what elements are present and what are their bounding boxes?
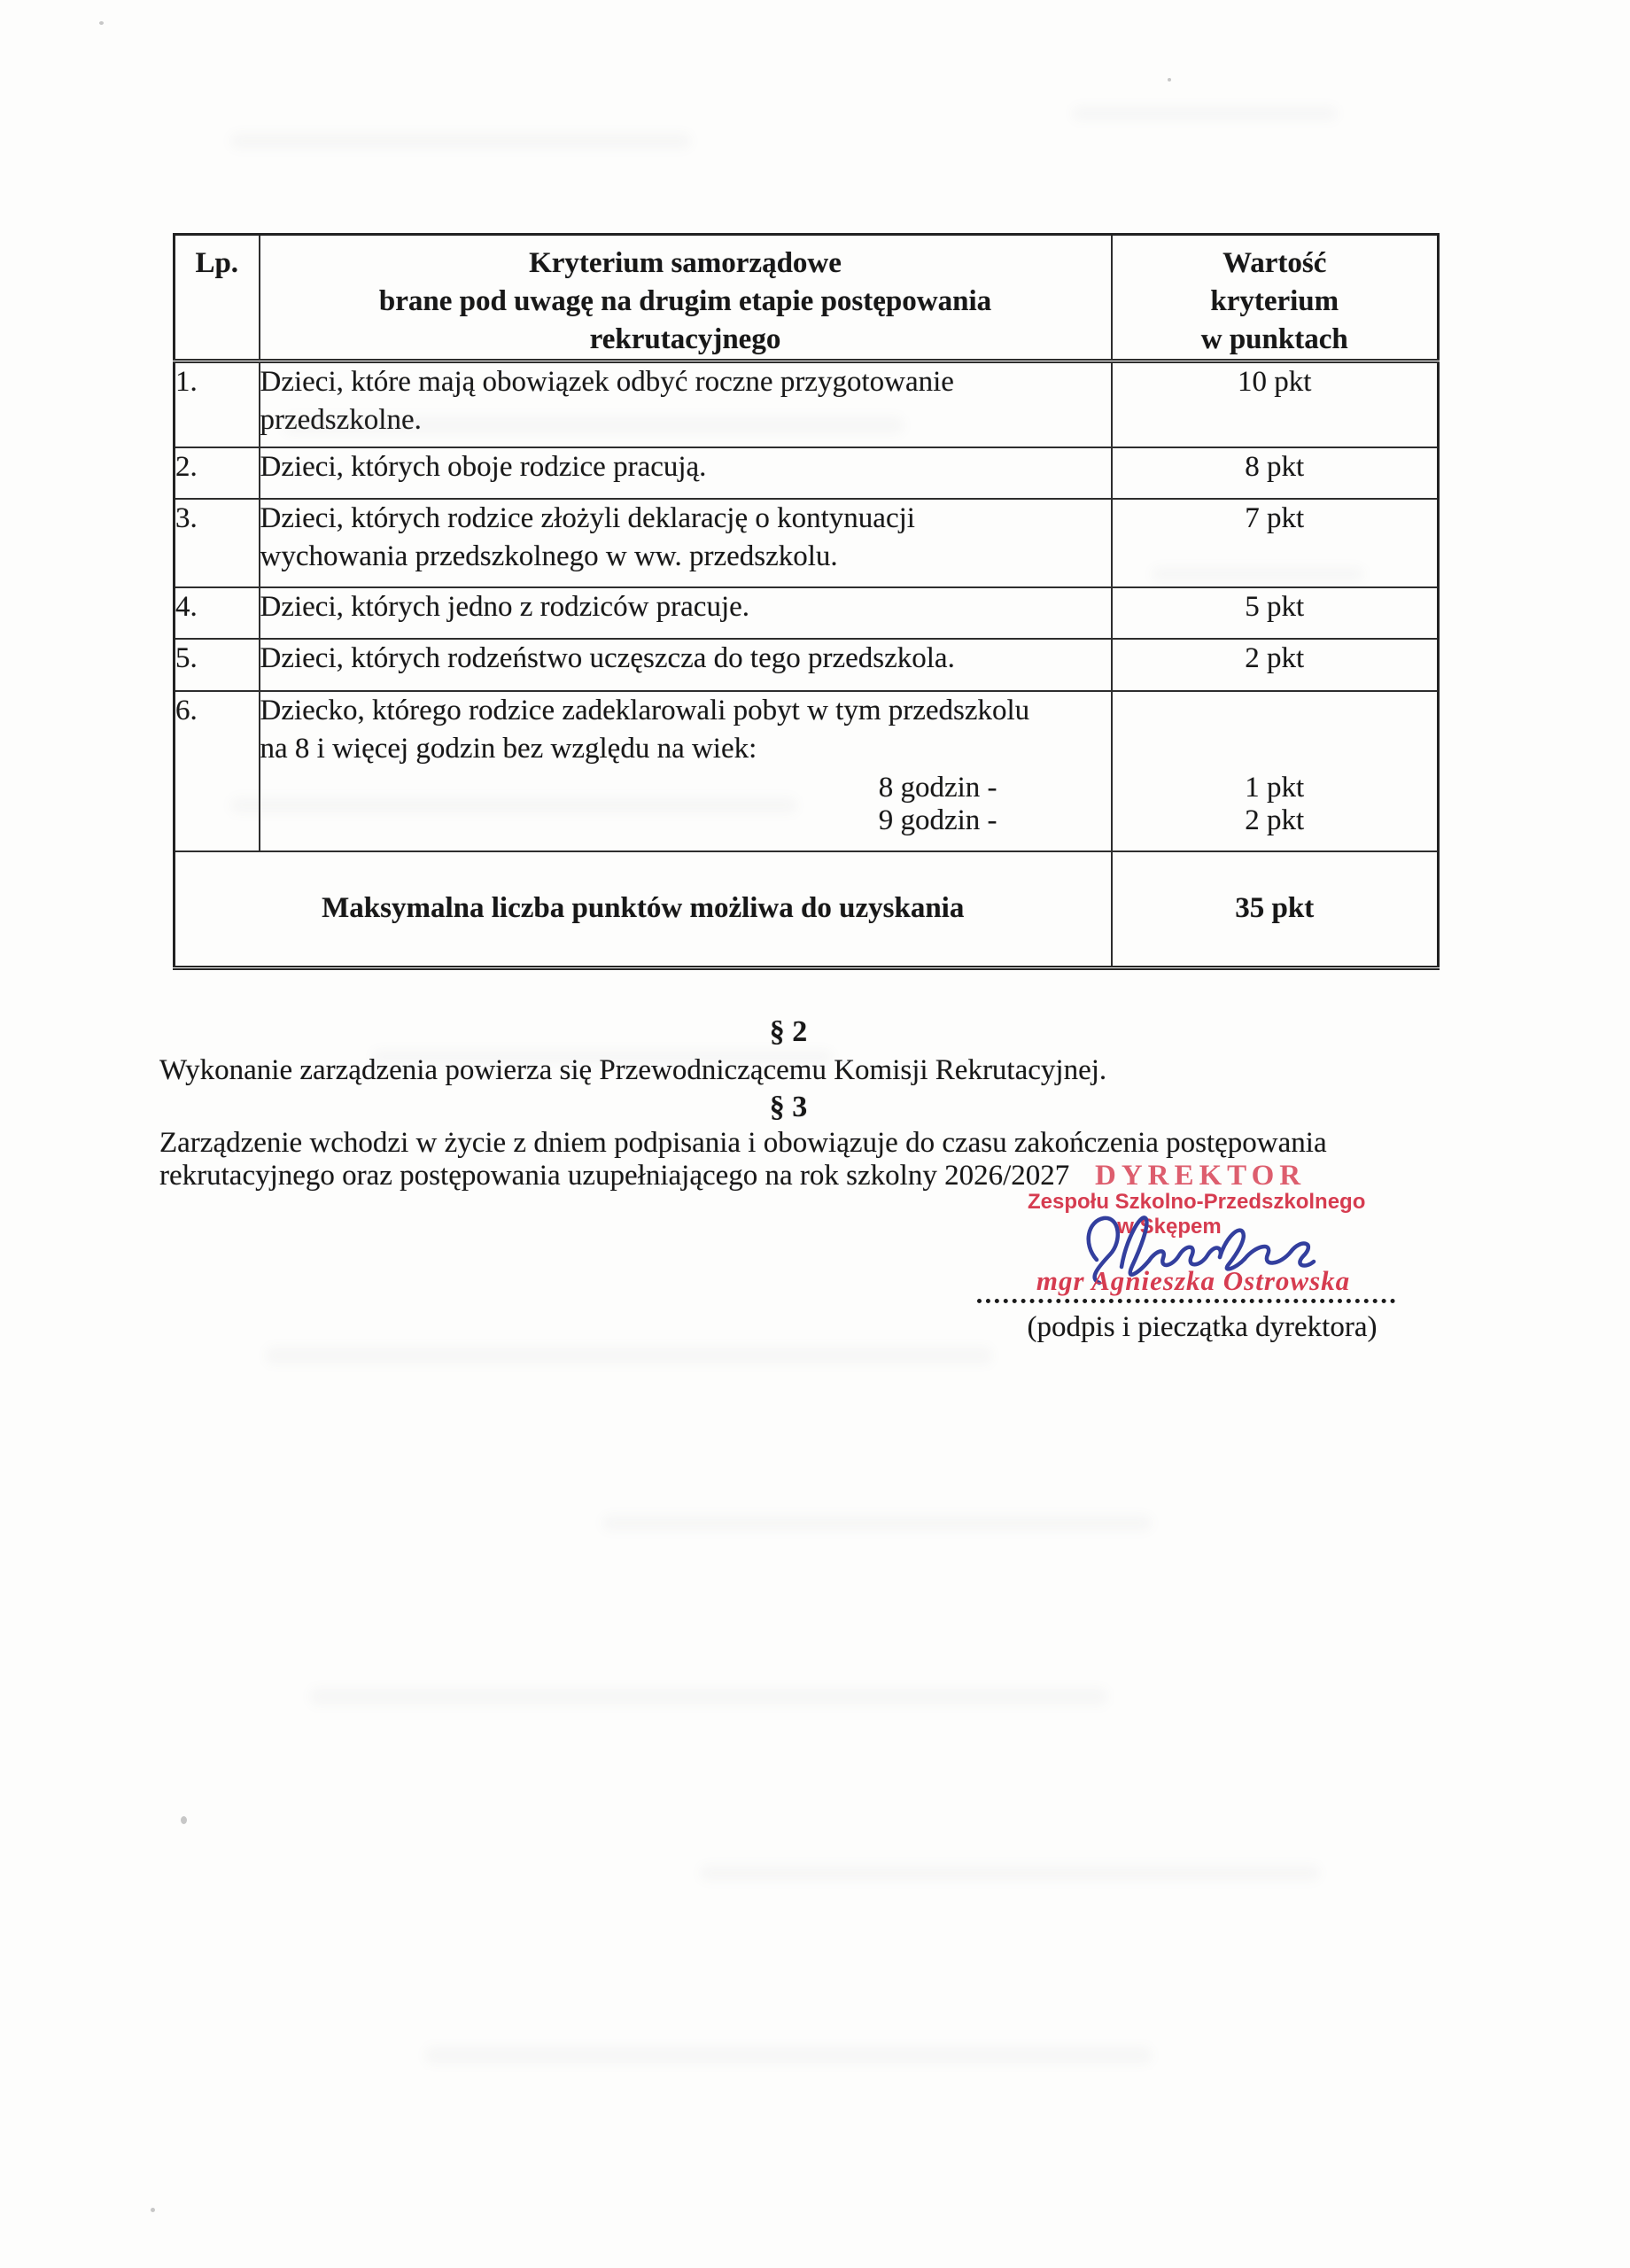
scan-artifact	[266, 1347, 992, 1364]
header-points-line: w punktach	[1200, 323, 1348, 355]
summary-points: 35 pkt	[1112, 851, 1439, 968]
table-row	[175, 587, 1439, 639]
row-criterion	[260, 499, 1112, 587]
row-points: 8 pkt	[1112, 447, 1439, 499]
row-number: 3.	[175, 499, 260, 587]
criterion-line: Dzieci, które mają obowiązek odbyć roczne przygotowanie	[260, 366, 954, 398]
scan-speck	[181, 1816, 187, 1824]
row-points: 7 pkt	[1112, 499, 1439, 587]
header-points	[1112, 235, 1439, 361]
criterion-line: wychowania przedszkolnego w ww. przedszkolu.	[260, 540, 838, 572]
criterion-line: Dzieci, których rodzice złożyli deklarację o kontynuacji	[260, 501, 915, 534]
header-points-line: kryterium	[1210, 285, 1339, 317]
row-points: 2 pkt	[1112, 639, 1439, 691]
summary-label: Maksymalna liczba punktów możliwa do uzyskania	[175, 851, 1112, 968]
scan-artifact	[1152, 567, 1364, 581]
section-3-text-line: rekrutacyjnego oraz postępowania uzupełniającego na rok szkolny 2026/2027	[159, 1160, 1070, 1192]
table-row	[175, 639, 1439, 691]
header-criterion-line: brane pod uwagę na drugim etapie postępowania	[378, 285, 992, 317]
scan-artifact	[1072, 106, 1338, 120]
header-lp: Lp.	[175, 235, 260, 361]
scan-speck	[151, 2208, 155, 2212]
signature-caption: (podpis i pieczątka dyrektora)	[1027, 1311, 1378, 1343]
section-3-text-line: Zarządzenie wchodzi w życie z dniem podpisania i obowiązuje do czasu zakończenia postępowania	[159, 1127, 1327, 1159]
criterion-line: przedszkolne.	[260, 404, 422, 436]
hours-option-label: 9 godzin -	[878, 804, 997, 836]
row-criterion	[260, 447, 1112, 499]
scan-artifact	[283, 416, 904, 434]
scan-artifact	[372, 1050, 833, 1064]
criterion-line: Dzieci, których rodzeństwo uczęszcza do tego przedszkola.	[260, 641, 955, 674]
scan-artifact	[310, 1688, 1107, 1705]
row-criterion	[260, 587, 1112, 639]
row-number: 4.	[175, 587, 260, 639]
criterion-line: Dzieci, których oboje rodzice pracują.	[260, 450, 707, 483]
table-row	[175, 447, 1439, 499]
stamp-director-title: DYREKTOR	[1095, 1160, 1307, 1192]
row-points: 10 pkt	[1112, 361, 1439, 447]
section-3-heading: § 3	[769, 1091, 808, 1123]
header-points-line: Wartość	[1222, 247, 1327, 279]
section-2-text: Wykonanie zarządzenia powierza się Przewodniczącemu Komisji Rekrutacyjnej.	[159, 1054, 1107, 1086]
criterion-line: Dzieci, których jedno z rodziców pracuje.	[260, 590, 750, 623]
hours-option-points: 2 pkt	[1245, 804, 1305, 836]
section-2-heading: § 2	[769, 1015, 808, 1048]
scan-artifact	[425, 2047, 1152, 2064]
row-points	[1112, 691, 1439, 851]
stamp-director-name: mgr Agnieszka Ostrowska	[1036, 1265, 1351, 1296]
scan-artifact	[700, 1865, 1320, 1881]
header-criterion-line: rekrutacyjnego	[589, 323, 781, 355]
scan-artifact	[230, 133, 691, 149]
hours-option-points: 1 pkt	[1245, 771, 1305, 804]
row-number: 5.	[175, 639, 260, 691]
criterion-line: na 8 i więcej godzin bez względu na wiek:	[260, 732, 757, 765]
row-number: 2.	[175, 447, 260, 499]
row-points: 5 pkt	[1112, 587, 1439, 639]
hours-option-label: 8 godzin -	[878, 771, 997, 804]
scan-speck	[1168, 78, 1171, 82]
criterion-line: Dziecko, którego rodzice zadeklarowali pobyt w tym przedszkolu	[260, 694, 1030, 726]
row-number: 1.	[175, 361, 260, 447]
stamp-location-line: w Skępem	[1117, 1215, 1222, 1239]
table-header-row	[175, 235, 1439, 361]
row-number: 6.	[175, 691, 260, 851]
row-criterion	[260, 639, 1112, 691]
table-summary-row	[175, 851, 1439, 968]
table-row	[175, 691, 1439, 851]
stamp-org-line: Zespołu Szkolno-Przedszkolnego	[1028, 1190, 1366, 1214]
criteria-table	[173, 233, 1440, 970]
scan-artifact	[230, 797, 797, 813]
header-criterion-line: Kryterium samorządowe	[529, 247, 842, 279]
scan-artifact	[602, 1515, 1152, 1531]
header-criterion	[260, 235, 1112, 361]
scan-speck	[99, 21, 104, 25]
row-criterion	[260, 691, 1112, 851]
